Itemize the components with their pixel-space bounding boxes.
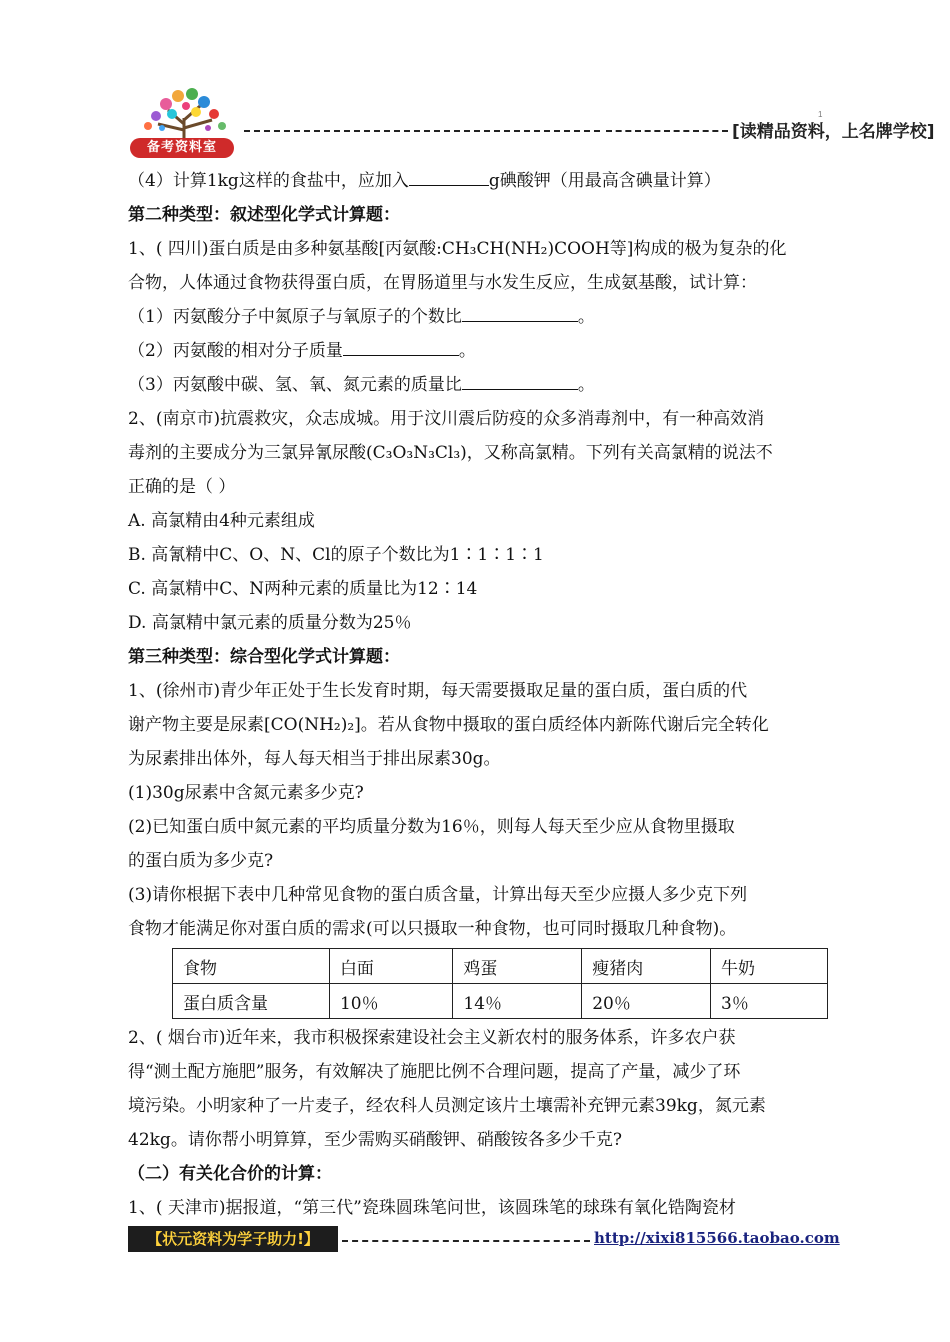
footer-banner: 【状元资料为学子助力!】	[128, 1226, 338, 1252]
table-cell: 蛋白质含量	[173, 984, 330, 1019]
table-cell: 10％	[329, 984, 452, 1019]
table-header-cell: 鸡蛋	[453, 949, 582, 984]
text-segment: A. 高氯精由4种元素组成	[128, 511, 315, 531]
text-segment: 。	[577, 307, 595, 327]
table-header-cell: 牛奶	[711, 949, 828, 984]
text-line	[128, 912, 828, 946]
text-line	[128, 742, 828, 776]
table-header-cell: 瘦猪肉	[582, 949, 711, 984]
text-line	[128, 232, 828, 266]
footer-link[interactable]: http://xixi815566.taobao.com	[594, 1229, 840, 1247]
text-segment: 1、( 天津市)据报道，“第三代”瓷珠圆珠笔问世，该圆珠笔的球珠有氧化锆陶瓷材	[128, 1198, 736, 1218]
answer-blank[interactable]	[462, 371, 578, 390]
text-segment: 得“测土配方施肥”服务，有效解决了施肥比例不合理问题，提高了产量，减少了环	[128, 1062, 741, 1082]
header-divider	[244, 130, 600, 132]
text-line	[128, 470, 828, 504]
text-segment: D. 高氯精中氯元素的质量分数为25％	[128, 613, 412, 633]
text-segment: （二）有关化合价的计算：	[128, 1164, 332, 1184]
text-segment: 。	[577, 375, 595, 395]
table-row	[173, 949, 828, 984]
text-segment: g碘酸钾（用最高含碘量计算）	[488, 171, 721, 191]
text-line	[128, 844, 828, 878]
text-line	[128, 538, 828, 572]
text-segment: （4）计算1kg这样的食盐中，应加入	[128, 171, 409, 191]
text-segment: 毒剂的主要成分为三氯异氰尿酸(C₃O₃N₃Cl₃)，又称高氯精。下列有关高氯精的说法不	[128, 443, 773, 463]
text-line	[128, 266, 828, 300]
text-segment: 42kg。请你帮小明算算，至少需购买硝酸钾、硝酸铵各多少千克?	[128, 1130, 622, 1150]
text-segment: 第二种类型：叙述型化学式计算题：	[128, 205, 400, 225]
text-line	[128, 708, 828, 742]
text-line	[128, 810, 828, 844]
table-cell: 14％	[453, 984, 582, 1019]
answer-blank[interactable]	[343, 337, 459, 356]
text-segment: （1）丙氨酸分子中氮原子与氧原子的个数比	[128, 307, 462, 327]
footer-divider	[342, 1240, 590, 1242]
text-segment: 2、(南京市)抗震救灾，众志成城。用于汶川震后防疫的众多消毒剂中，有一种高效消	[128, 409, 765, 429]
text-line	[128, 674, 828, 708]
answer-blank[interactable]	[462, 303, 578, 322]
text-line	[128, 436, 828, 470]
text-line	[128, 300, 828, 334]
text-line	[128, 1089, 828, 1123]
text-line	[128, 606, 828, 640]
page-number: 1	[818, 110, 823, 119]
text-line	[128, 368, 828, 402]
text-segment: 。	[458, 341, 476, 361]
text-line	[128, 504, 828, 538]
text-line	[128, 1055, 828, 1089]
question-text-block-continued	[128, 1021, 828, 1225]
table-header-cell: 白面	[329, 949, 452, 984]
section-heading	[128, 1157, 828, 1191]
logo-label: 备考资料室	[130, 138, 234, 158]
section-heading	[128, 198, 828, 232]
text-segment: C. 高氯精中C、N两种元素的质量比为12∶14	[128, 579, 478, 599]
table-header-cell: 食物	[173, 949, 330, 984]
text-segment: 为尿素排出体外，每人每天相当于排出尿素30g。	[128, 749, 501, 769]
answer-blank[interactable]	[409, 167, 489, 186]
text-segment: （2）丙氨酸的相对分子质量	[128, 341, 343, 361]
section-heading	[128, 640, 828, 674]
text-segment: 的蛋白质为多少克?	[128, 851, 274, 871]
text-segment: (3)请你根据下表中几种常见食物的蛋白质含量，计算出每天至少应摄人多少克下列	[128, 885, 748, 905]
page-header	[128, 80, 935, 160]
text-segment: 境污染。小明家种了一片麦子，经农科人员测定该片土壤需补充钾元素39kg，氮元素	[128, 1096, 766, 1116]
text-segment: (2)已知蛋白质中氮元素的平均质量分数为16％，则每人每天至少应从食物里摄取	[128, 817, 735, 837]
text-segment: 正确的是（ ）	[128, 477, 236, 497]
text-line	[128, 878, 828, 912]
text-segment: （3）丙氨酸中碳、氢、氧、氮元素的质量比	[128, 375, 462, 395]
text-segment: 1、( 四川)蛋白质是由多种氨基酸[丙氨酸:CH₃CH(NH₂)COOH等]构成的极为复杂的化	[128, 239, 787, 259]
text-segment: 第三种类型：综合型化学式计算题：	[128, 647, 400, 667]
text-segment: 1、(徐州市)青少年正处于生长发育时期，每天需要摄取足量的蛋白质，蛋白质的代	[128, 681, 748, 701]
protein-content-table	[172, 948, 828, 1019]
table-cell: 3％	[711, 984, 828, 1019]
text-line	[128, 572, 828, 606]
header-divider-short	[606, 130, 728, 132]
text-segment: 2、( 烟台市)近年来，我市积极探索建设社会主义新农村的服务体系，许多农户获	[128, 1028, 736, 1048]
text-line	[128, 776, 828, 810]
text-line	[128, 334, 828, 368]
text-line	[128, 402, 828, 436]
text-segment: 合物，人体通过食物获得蛋白质，在胃肠道里与水发生反应，生成氨基酸，试计算：	[128, 273, 757, 293]
text-line	[128, 164, 828, 198]
text-line	[128, 1021, 828, 1055]
header-slogan: [读精品资料，上名牌学校]	[732, 122, 935, 142]
text-line	[128, 1123, 828, 1157]
text-segment: 食物才能满足你对蛋白质的需求(可以只摄取一种食物，也可同时摄取几种食物)。	[128, 919, 737, 939]
document-body	[128, 164, 828, 1225]
page-footer	[128, 1226, 840, 1254]
text-segment: B. 高氰精中C、O、N、Cl的原子个数比为1∶1∶1∶1	[128, 545, 544, 565]
table-row	[173, 984, 828, 1019]
table-cell: 20％	[582, 984, 711, 1019]
text-segment: 谢产物主要是尿素[CO(NH₂)₂]。若从食物中摄取的蛋白质经体内新陈代谢后完全转化	[128, 715, 769, 735]
text-line	[128, 1191, 828, 1225]
text-segment: (1)30g尿素中含氮元素多少克?	[128, 783, 364, 803]
question-text-block	[128, 164, 828, 946]
